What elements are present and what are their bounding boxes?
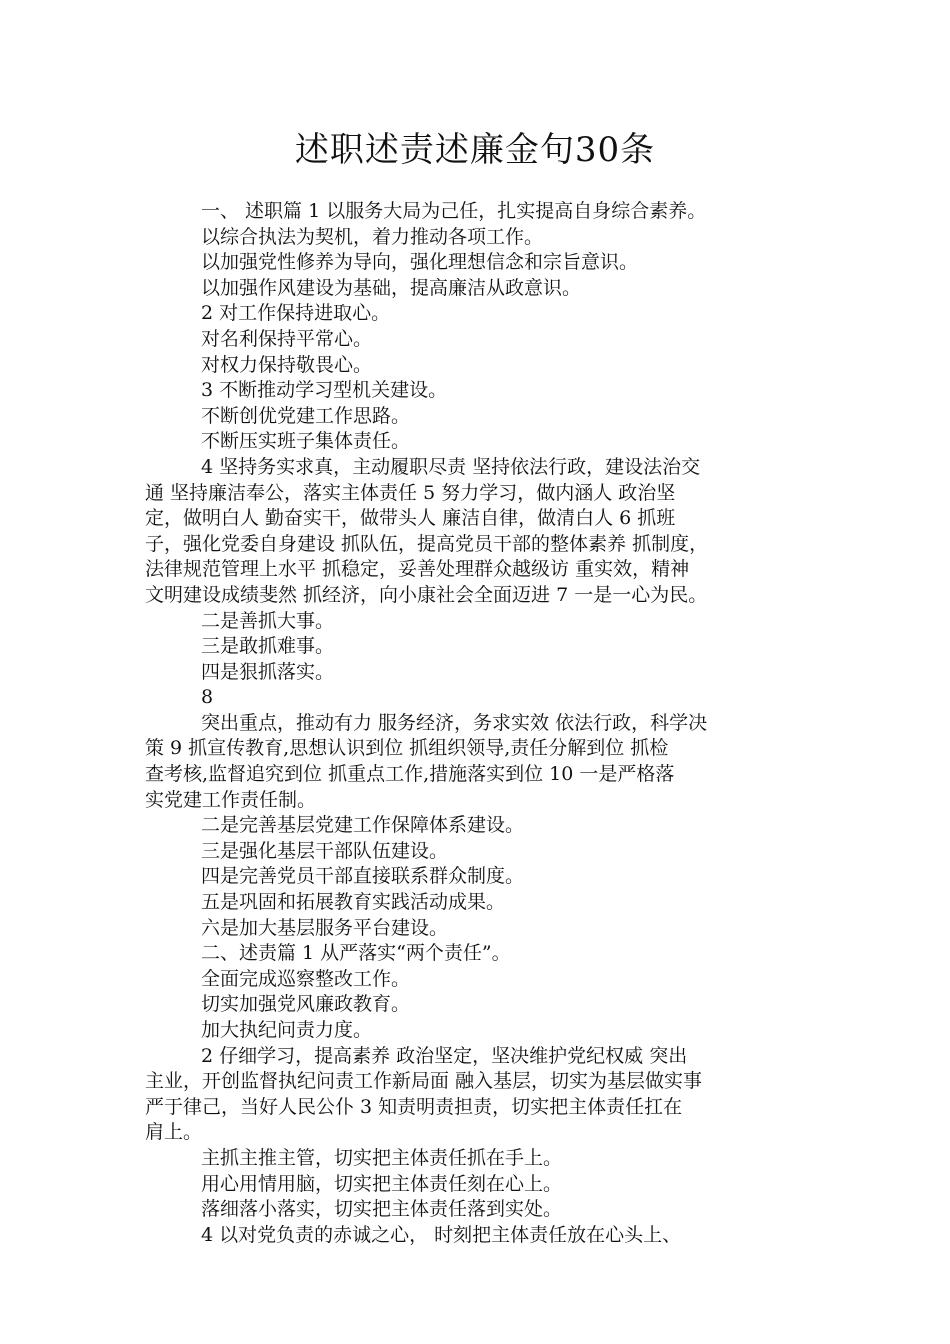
text-line: 突出重点，推动有力 服务经济，务求实效 依法行政，科学决 — [201, 711, 708, 734]
text-line: 2 仔细学习，提高素养 政治坚定，坚决维护党纪权威 突出 — [201, 1044, 688, 1067]
text-line: 3 不断推动学习型机关建设。 — [201, 379, 448, 402]
text-line: 实党建工作责任制。 — [145, 788, 317, 811]
text-line: 严于律己，当好人民公仆 3 知责明责担责，切实把主体责任扛在 — [145, 1095, 683, 1118]
text-line: 策 9 抓宣传教育,思想认识到位 抓组织领导,责任分解到位 抓检 — [145, 737, 669, 760]
text-line: 4 以对党负责的赤诚之心， 时刻把主体责任放在心头上、 — [201, 1223, 682, 1246]
text-line: 六是加大基层服务平台建设。 — [201, 916, 449, 939]
text-line: 二、述责篇 1 从严落实“两个责任”。 — [201, 942, 511, 965]
text-line: 主业，开创监督执纪问责工作新局面 融入基层，切实为基层做实事 — [145, 1070, 703, 1093]
text-line: 主抓主推主管，切实把主体责任抓在手上。 — [201, 1146, 563, 1169]
text-line: 通 坚持廉洁奉公，落实主体责任 5 努力学习，做内涵人 政治坚 — [145, 481, 676, 504]
text-line: 文明建设成绩斐然 抓经济，向小康社会全面迈进 7 一是一心为民。 — [145, 583, 708, 606]
text-line: 二是完善基层党建工作保障体系建设。 — [201, 814, 525, 837]
text-line: 2 对工作保持进取心。 — [201, 302, 391, 325]
text-line: 三是敢抓难事。 — [201, 635, 335, 658]
text-line: 定，做明白人 勤奋实干，做带头人 廉洁自律，做清白人 6 抓班 — [145, 507, 676, 530]
text-line: 肩上。 — [145, 1121, 203, 1144]
text-line: 不断创优党建工作思路。 — [201, 404, 411, 427]
document-title: 述职述责述廉金句30条 — [294, 130, 656, 170]
text-line: 全面完成巡察整改工作。 — [201, 967, 411, 990]
text-line: 加大执纪问责力度。 — [201, 1019, 373, 1041]
text-line: 以加强作风建设为基础，提高廉洁从政意识。 — [201, 276, 582, 299]
document-body — [145, 199, 825, 1248]
text-line: 以加强党性修养为导向，强化理想信念和宗旨意识。 — [201, 251, 639, 274]
text-line: 4 坚持务实求真，主动履职尽责 坚持依法行政，建设法治交 — [201, 455, 701, 478]
text-line: 对名利保持平常心。 — [201, 327, 373, 350]
text-line: 一、 述职篇 1 以服务大局为己任，扎实提高自身综合素养。 — [201, 200, 707, 222]
text-line: 三是强化基层干部队伍建设。 — [201, 839, 449, 862]
text-line: 法律规范管理上水平 抓稳定，妥善处理群众越级访 重实效，精神 — [145, 558, 690, 581]
text-line: 不断压实班子集体责任。 — [201, 430, 411, 453]
text-line: 查考核,监督追究到位 抓重点工作,措施落实到位 10 一是严格落 — [145, 763, 675, 786]
text-line: 落细落小落实，切实把主体责任落到实处。 — [201, 1198, 563, 1221]
text-line: 子，强化党委自身建设 抓队伍，提高党员干部的整体素养 抓制度， — [145, 532, 709, 555]
text-line: 五是巩固和拓展教育实践活动成果。 — [201, 891, 506, 914]
text-line: 切实加强党风廉政教育。 — [201, 993, 411, 1016]
text-line: 二是善抓大事。 — [201, 609, 335, 632]
text-line: 用心用情用脑，切实把主体责任刻在心上。 — [201, 1172, 563, 1195]
text-line: 对权力保持敬畏心。 — [201, 353, 373, 376]
text-line: 以综合执法为契机，着力推动各项工作。 — [201, 225, 544, 248]
text-line: 四是完善党员干部直接联系群众制度。 — [201, 865, 525, 888]
text-line: 四是狠抓落实。 — [201, 660, 335, 683]
text-line: 8 — [201, 686, 214, 709]
